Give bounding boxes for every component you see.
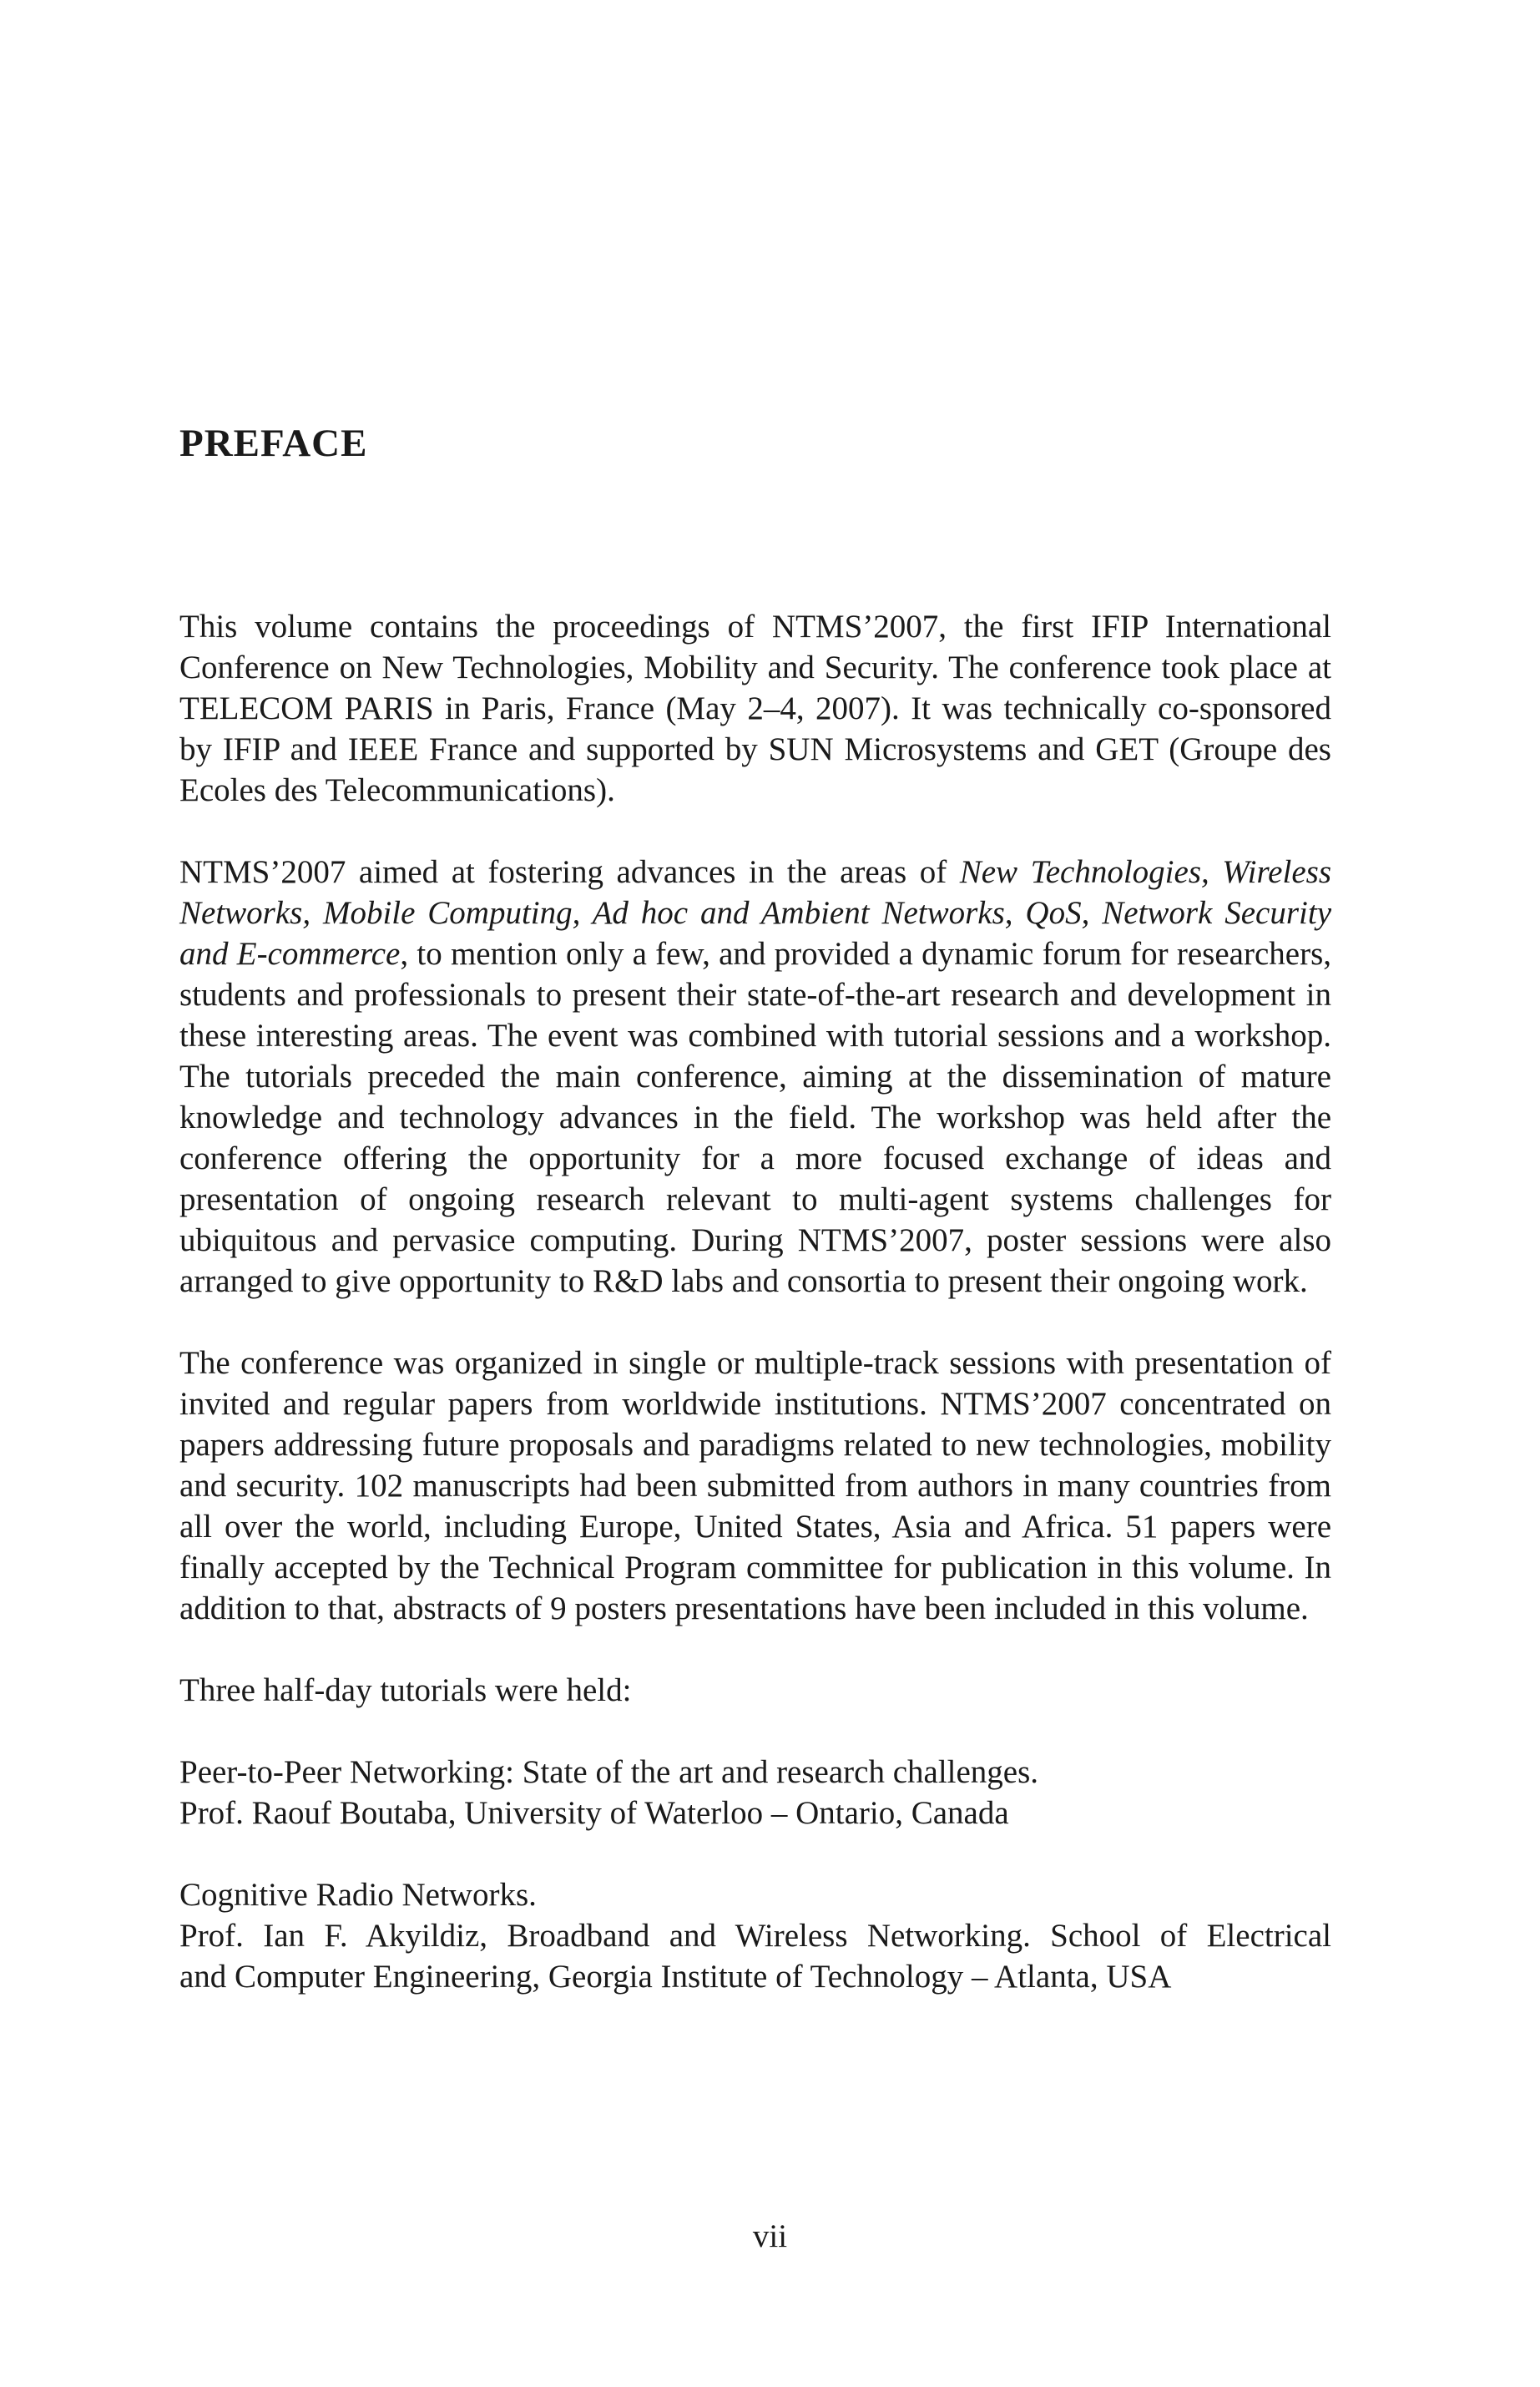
- tutorial-title: Cognitive Radio Networks.: [179, 1877, 537, 1913]
- preface-body: [179, 606, 1331, 2038]
- page-number: vii: [752, 2218, 788, 2254]
- paragraph-aims-topics: New Technologies, Wireless Networks, Mobile Computing, Ad hoc and Ambient Networks, QoS, Network Security and E-commerce: [179, 854, 1331, 972]
- paragraph-tutorials-intro: Three half-day tutorials were held:: [179, 1672, 632, 1708]
- tutorial-presenter-line-2: and Computer Engineering, Georgia Institute of Technology – Atlanta, USA: [179, 1959, 1172, 1995]
- tutorial-presenter-line-1: Prof. Ian F. Akyildiz, Broadband and Wireless Networking. School of Electrical: [179, 1918, 1331, 1954]
- tutorial-item: [179, 1874, 1331, 1997]
- paragraph-organization: The conference was organized in single or multiple-track sessions with presentation of invited and regular papers from worldwide institutions. NTMS’2007 concentrated on papers addressing future proposals and paradigms related to new technologies, mobility and security. 102 manuscripts had been submitted from authors in many countries from all over the world, including Europe, United States, Asia and Africa. 51 papers were finally accepted by the Technical Program committee for publication in this volume. In addition to that, abstracts of 9 posters presentations have been included in this volume.: [179, 1345, 1331, 1626]
- paragraph-aims-end: , to mention only a few, and provided a dynamic forum for researchers, students and professionals to present their state-of-the-art research and development in these interesting areas. The event was combined with tutorial sessions and a workshop. The tutorials preceded the main conference, aiming at the dissemination of mature knowledge and technology advances in the field. The workshop was held after the conference offering the opportunity for a more focused exchange of ideas and presentation of ongoing research relevant to multi-agent systems challenges for ubiquitous and pervasice computing. During NTMS’2007, poster sessions were also arranged to give opportunity to R&D labs and consortia to present their ongoing work.: [179, 936, 1332, 1299]
- page-title: PREFACE: [179, 422, 368, 465]
- paragraph-aims-start: NTMS’2007 aimed at fostering advances in the areas of: [179, 854, 960, 890]
- tutorial-presenter: Prof. Raouf Boutaba, University of Waterloo – Ontario, Canada: [179, 1795, 1009, 1831]
- paragraph-aims: [179, 852, 1331, 1302]
- tutorial-item: [179, 1752, 1331, 1833]
- tutorial-title: Peer-to-Peer Networking: State of the art and research challenges.: [179, 1754, 1039, 1790]
- paragraph-intro: This volume contains the proceedings of NTMS’2007, the first IFIP International Conference on New Technologies, Mobility and Security. The conference took place at TELECOM PARIS in Paris, France (May 2–4, 2007). It was technically co-sponsored by IFIP and IEEE France and supported by SUN Microsystems and GET (Groupe des Ecoles des Telecommunications).: [179, 609, 1331, 808]
